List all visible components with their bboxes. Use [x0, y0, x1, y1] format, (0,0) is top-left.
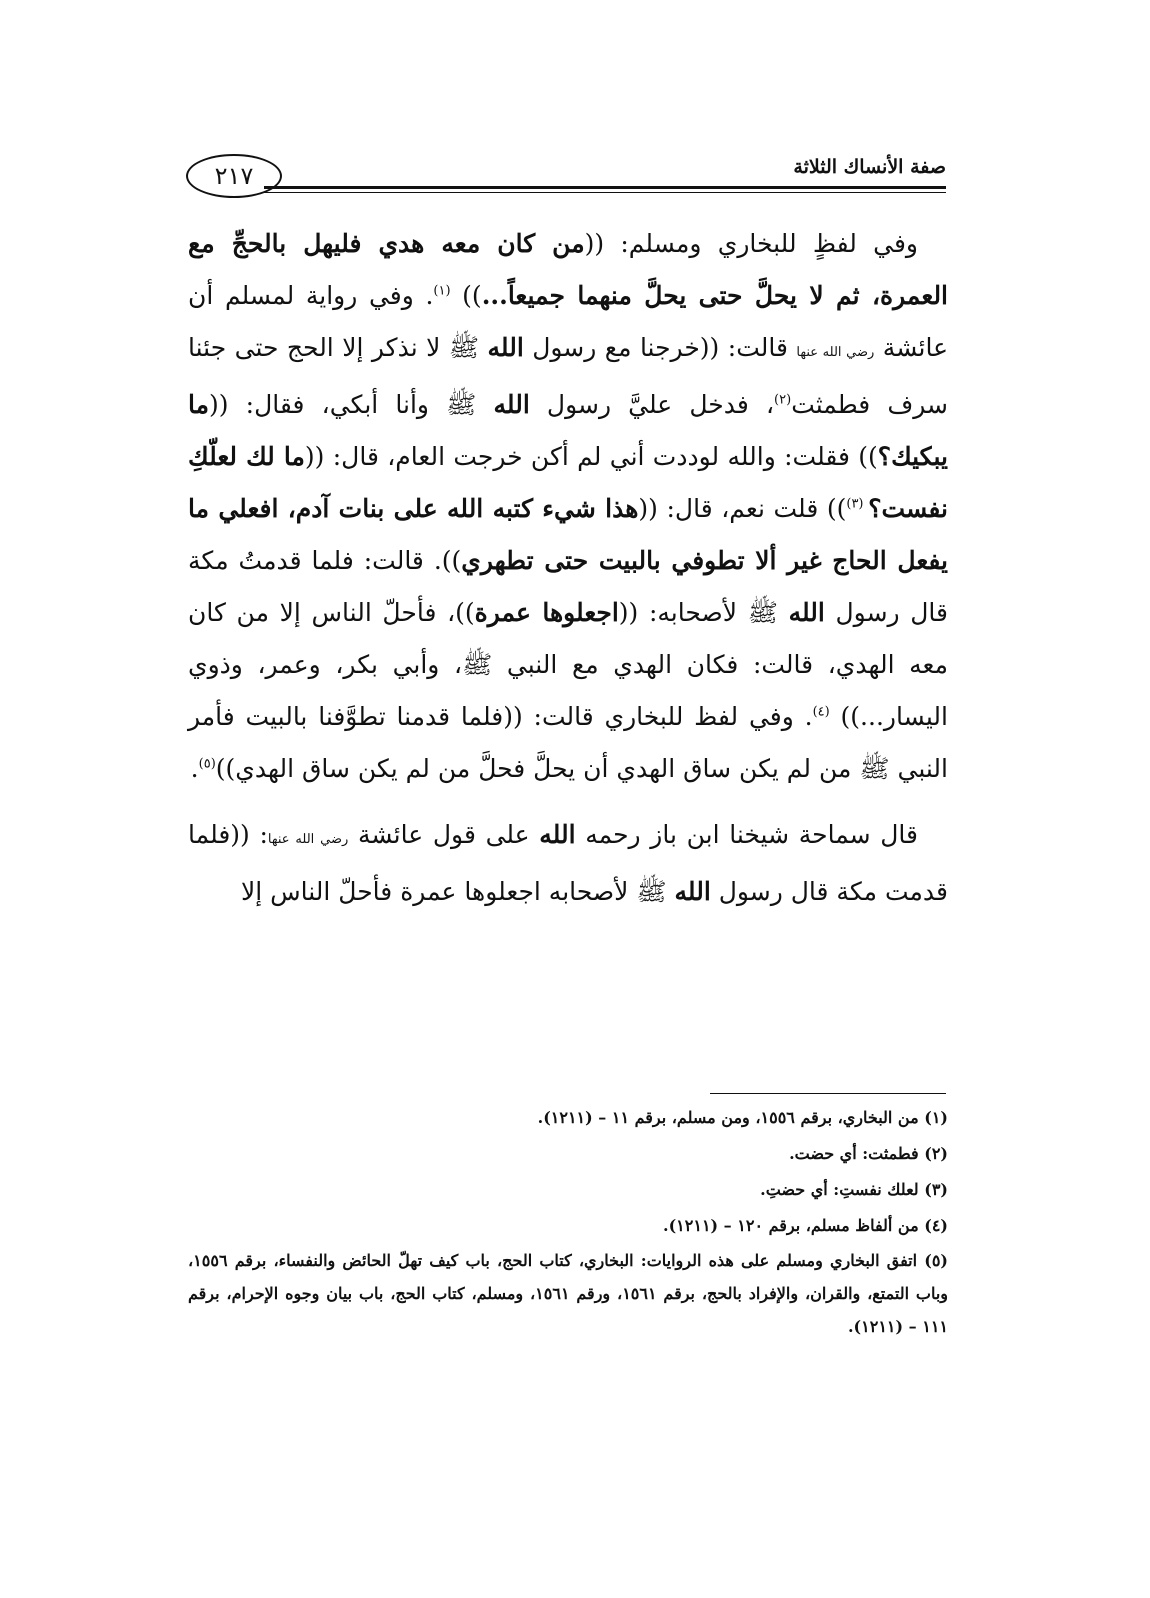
honorific: ﷺ — [448, 333, 488, 362]
footnote-ref[interactable]: (٢) — [774, 392, 792, 408]
honorific: ﷺ — [859, 754, 890, 783]
paragraph-2 — [188, 809, 948, 918]
honorific: ﷺ — [446, 390, 494, 419]
text-run: )) فقلت: والله لوددت أني لم أكن خرجت العام، قال: (( — [304, 442, 878, 471]
text-run: قالت: ((خرجنا مع رسول — [523, 333, 797, 362]
divine-name: الله — [674, 877, 711, 906]
text-run: . — [190, 754, 199, 783]
header-rule-thin — [264, 192, 946, 193]
hadith-quote: هذا شيء كتبه الله على بنات آدم، افعلي ما يفعل الحاج غير ألا تطوفي بالبيت حتى تطهري — [188, 494, 948, 575]
text-run: ، وأبي بكر، وعمر، وذوي اليسار...)) — [188, 650, 948, 731]
page-header — [186, 152, 946, 212]
divine-name: الله — [539, 820, 576, 849]
footnote-2: (٢) فطمثت: أي حضت. — [789, 1144, 948, 1163]
honorific: ﷺ — [636, 877, 675, 906]
text-run: لأصحابه: (( — [618, 598, 748, 627]
divine-name: الله — [487, 333, 524, 362]
main-text — [188, 218, 948, 918]
text-run: على قول عائشة — [348, 820, 540, 849]
text-run: وأنا أبكي، فقال: (( — [209, 390, 447, 419]
paragraph-1 — [188, 218, 948, 795]
hadith-quote: من كان معه هدي فليهل بالحجِّ مع العمرة، ثم لا يحلَّ حتى يحلَّ منهما جميعاً... — [188, 229, 949, 310]
footnote-3: (٣) لعلك نفستِ: أي حضتِ. — [760, 1180, 948, 1199]
honorific: رضي الله عنها — [267, 832, 349, 847]
footnote-ref[interactable]: (١) — [433, 283, 451, 299]
honorific: ﷺ — [462, 650, 493, 679]
text-run: )) قلت نعم، قال: (( — [638, 494, 847, 523]
text-run: لأصحابه اجعلوها عمرة فأحلّ الناس إلا — [240, 877, 637, 906]
text-run: ))، فأحلّ الناس إلا من كان معه الهدي، قالت: فكان الهدي مع النبي — [188, 598, 948, 679]
footnotes — [188, 1100, 948, 1343]
footnote-ref[interactable]: (٣) — [846, 496, 869, 512]
divine-name: الله — [493, 390, 530, 419]
text-run: لا نذكر إلا الحج حتى جئنا سرف فطمثت — [188, 333, 949, 419]
running-title: صفة الأنساك الثلاثة — [793, 156, 946, 178]
text-run: . وفي رواية لمسلم أن عائشة — [188, 281, 948, 362]
hadith-quote: ما يبكيك؟ — [188, 390, 948, 471]
text-run: )) — [450, 281, 482, 310]
footnote-ref[interactable]: (٥) — [198, 756, 216, 772]
hadith-quote: ما لك لعلّكِ نفست؟ — [188, 442, 948, 523]
text-run: : ((فلما قدمت مكة قال رسول — [188, 820, 948, 906]
text-run: من لم يكن ساق الهدي أن يحلَّ فحلَّ من لم يكن ساق الهدي)) — [215, 754, 860, 783]
footnote-5: (٥) اتفق البخاري ومسلم على هذه الروايات: البخاري، كتاب الحج، باب كيف تهلّ الحائض والنفساء، برقم ١٥٥٦، وباب التمتع، والقران، والإفراد بالحج، برقم ١٥٦١، ورقم ١٥٦١، ومسلم، كتاب الحج، باب بيان وجوه الإحرام، برقم ١١١ – (١٢١١). — [188, 1251, 949, 1336]
text-run: ، فدخل عليَّ رسول — [529, 390, 775, 419]
header-rule-thick — [264, 186, 946, 189]
text-run: )). قالت: فلما قدمتُ مكة قال رسول — [188, 546, 948, 627]
hadith-quote: اجعلوها عمرة — [474, 598, 619, 627]
text-run: قال سماحة شيخنا ابن باز رحمه — [575, 820, 919, 849]
page-number: ٢١٧ — [186, 154, 282, 198]
footnote-4: (٤) من ألفاظ مسلم، برقم ١٢٠ – (١٢١١). — [663, 1216, 948, 1235]
footnote-1: (١) من البخاري، برقم ١٥٥٦، ومن مسلم، برقم ١١ – (١٢١١). — [537, 1108, 948, 1127]
divine-name: الله — [788, 598, 825, 627]
text-run: وفي لفظٍ للبخاري ومسلم: (( — [584, 229, 918, 258]
footnote-separator — [710, 1093, 946, 1094]
honorific: رضي الله عنها — [796, 345, 875, 360]
footnote-ref[interactable]: (٤) — [812, 704, 830, 720]
honorific: ﷺ — [747, 598, 789, 627]
text-run: . وفي لفظ للبخاري قالت: ((فلما قدمنا تطوَّفنا بالبيت فأمر النبي — [188, 702, 948, 783]
